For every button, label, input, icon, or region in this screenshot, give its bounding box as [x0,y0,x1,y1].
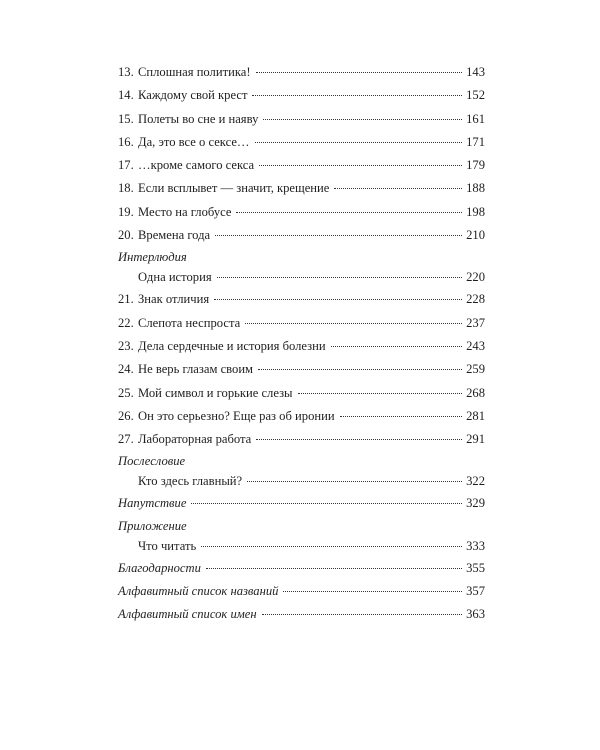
dot-leader [214,299,462,300]
toc-entry-number: 27. [118,432,134,447]
toc-entry-number: 18. [118,181,134,196]
toc-entry-number: 25. [118,385,134,400]
toc-entry-title: Если всплывет — значит, крещение [138,181,330,196]
toc-entry[interactable] [118,288,485,311]
dot-leader [258,369,462,370]
toc-entry-title: Сплошная политика! [138,65,251,79]
toc-entry[interactable] [118,201,485,224]
toc-entry[interactable] [118,471,485,492]
dot-leader [256,439,462,440]
dot-leader [298,393,463,394]
toc-entry[interactable] [118,61,485,84]
toc-entry-number: 21. [118,292,134,307]
toc-entry-number: 24. [118,362,134,377]
dot-leader [255,142,463,143]
toc-entry-number: 13. [118,65,134,79]
toc-entry[interactable] [118,428,485,451]
toc-entry-title: Знак отличия [138,292,210,307]
toc-entry[interactable] [118,224,485,247]
dot-leader [215,235,462,236]
toc-entry-page-number: 322 [466,474,485,489]
toc-entry-title: Дела сердечные и история болезни [138,338,326,353]
toc-entry-number: 15. [118,111,134,126]
toc-entry-page-number: 210 [466,228,485,243]
toc-entry[interactable] [118,358,485,381]
toc-entry-page-number: 220 [466,270,485,285]
toc-entry-number: 16. [118,134,134,149]
toc-entry[interactable] [118,154,485,177]
dot-leader [256,72,463,73]
dot-leader [247,481,462,482]
toc-entry-number: 19. [118,204,134,219]
toc-entry-title: …кроме самого секса [138,158,255,173]
toc-entry-page-number: 243 [466,338,485,353]
toc-entry-number: 26. [118,408,134,423]
toc-entry-number: 17. [118,158,134,173]
toc-entry-page-number: 281 [466,408,485,423]
toc-entry-title: Кто здесь главный? [138,474,243,489]
toc-entry-title: Алфавитный список названий [118,584,279,599]
toc-entry-title: Полеты во сне и наяву [138,111,259,126]
toc-entry-page-number: 329 [466,496,485,511]
toc-entry-page-number: 363 [466,607,485,622]
toc-entry[interactable] [118,84,485,107]
toc-entry[interactable] [118,131,485,154]
dot-leader [283,591,462,592]
toc-entry-title: Благодарности [118,560,201,575]
toc-entry[interactable] [118,580,485,603]
toc-entry[interactable] [118,603,485,626]
toc-entry-page-number: 333 [466,538,485,553]
dot-leader [263,119,462,120]
toc-entry-title: Напутствие [118,496,187,511]
dot-leader [217,277,463,278]
toc-entry-title: Мой символ и горькие слезы [138,385,293,400]
toc-entry-page-number: 188 [466,181,485,196]
toc-entry-page-number: 291 [466,432,485,447]
toc-entry-number: 14. [118,88,134,103]
dot-leader [245,323,462,324]
dot-leader [259,165,462,166]
toc-entry-title: Слепота неспроста [138,315,241,330]
toc-entry-page-number: 171 [466,134,485,149]
toc-entry[interactable] [118,312,485,335]
toc-entry-page-number: 152 [466,88,485,103]
dot-leader [252,95,462,96]
toc-entry-title: Не верь глазам своим [138,362,254,377]
toc-entry-title: Одна история [138,270,212,285]
toc-section-heading: Приложение [118,518,187,533]
toc-entry-page-number: 237 [466,315,485,330]
toc-entry-page-number: 161 [466,111,485,126]
toc-entry-number: 20. [118,228,134,243]
toc-entry[interactable] [118,108,485,131]
toc-entry-page-number: 259 [466,362,485,377]
dot-leader [334,188,462,189]
toc-entry-page-number: 355 [466,560,485,575]
toc-entry-page-number: 198 [466,204,485,219]
toc-entry-title: Каждому свой крест [138,88,248,103]
dot-leader [331,346,462,347]
toc-section-heading: Послесловие [118,454,186,469]
toc-entry[interactable] [118,536,485,557]
toc-entry-title: Времена года [138,228,211,243]
toc-entry-page-number: 228 [466,292,485,307]
dot-leader [206,568,462,569]
toc-section-heading: Интерлюдия [118,250,187,265]
toc-entry-title: Что читать [138,538,197,553]
toc-entry[interactable] [118,557,485,580]
toc-entry-title: Лабораторная работа [138,432,252,447]
toc-entry[interactable] [118,335,485,358]
toc-entry-title: Да, это все о сексе… [138,134,250,149]
toc-entry-title: Алфавитный список имен [118,607,257,622]
dot-leader [262,614,462,615]
toc-entry-title: Он это серьезно? Еще раз об иронии [138,408,335,423]
toc-entry-title: Место на глобусе [138,204,232,219]
toc-entry-number: 22. [118,315,134,330]
toc-entry-page-number: 357 [466,584,485,599]
toc-entry[interactable] [118,492,485,515]
toc-entry-page-number: 179 [466,158,485,173]
dot-leader [340,416,463,417]
toc-entry[interactable] [118,177,485,200]
toc-entry-page-number: 143 [466,65,485,79]
toc-entry-number: 23. [118,338,134,353]
dot-leader [236,212,462,213]
dot-leader [201,546,462,547]
toc-entry[interactable] [118,405,485,428]
dot-leader [191,503,462,504]
toc-entry-page-number: 268 [466,385,485,400]
toc-entry[interactable] [118,382,485,405]
table-of-contents [118,61,485,627]
toc-entry[interactable] [118,267,485,288]
